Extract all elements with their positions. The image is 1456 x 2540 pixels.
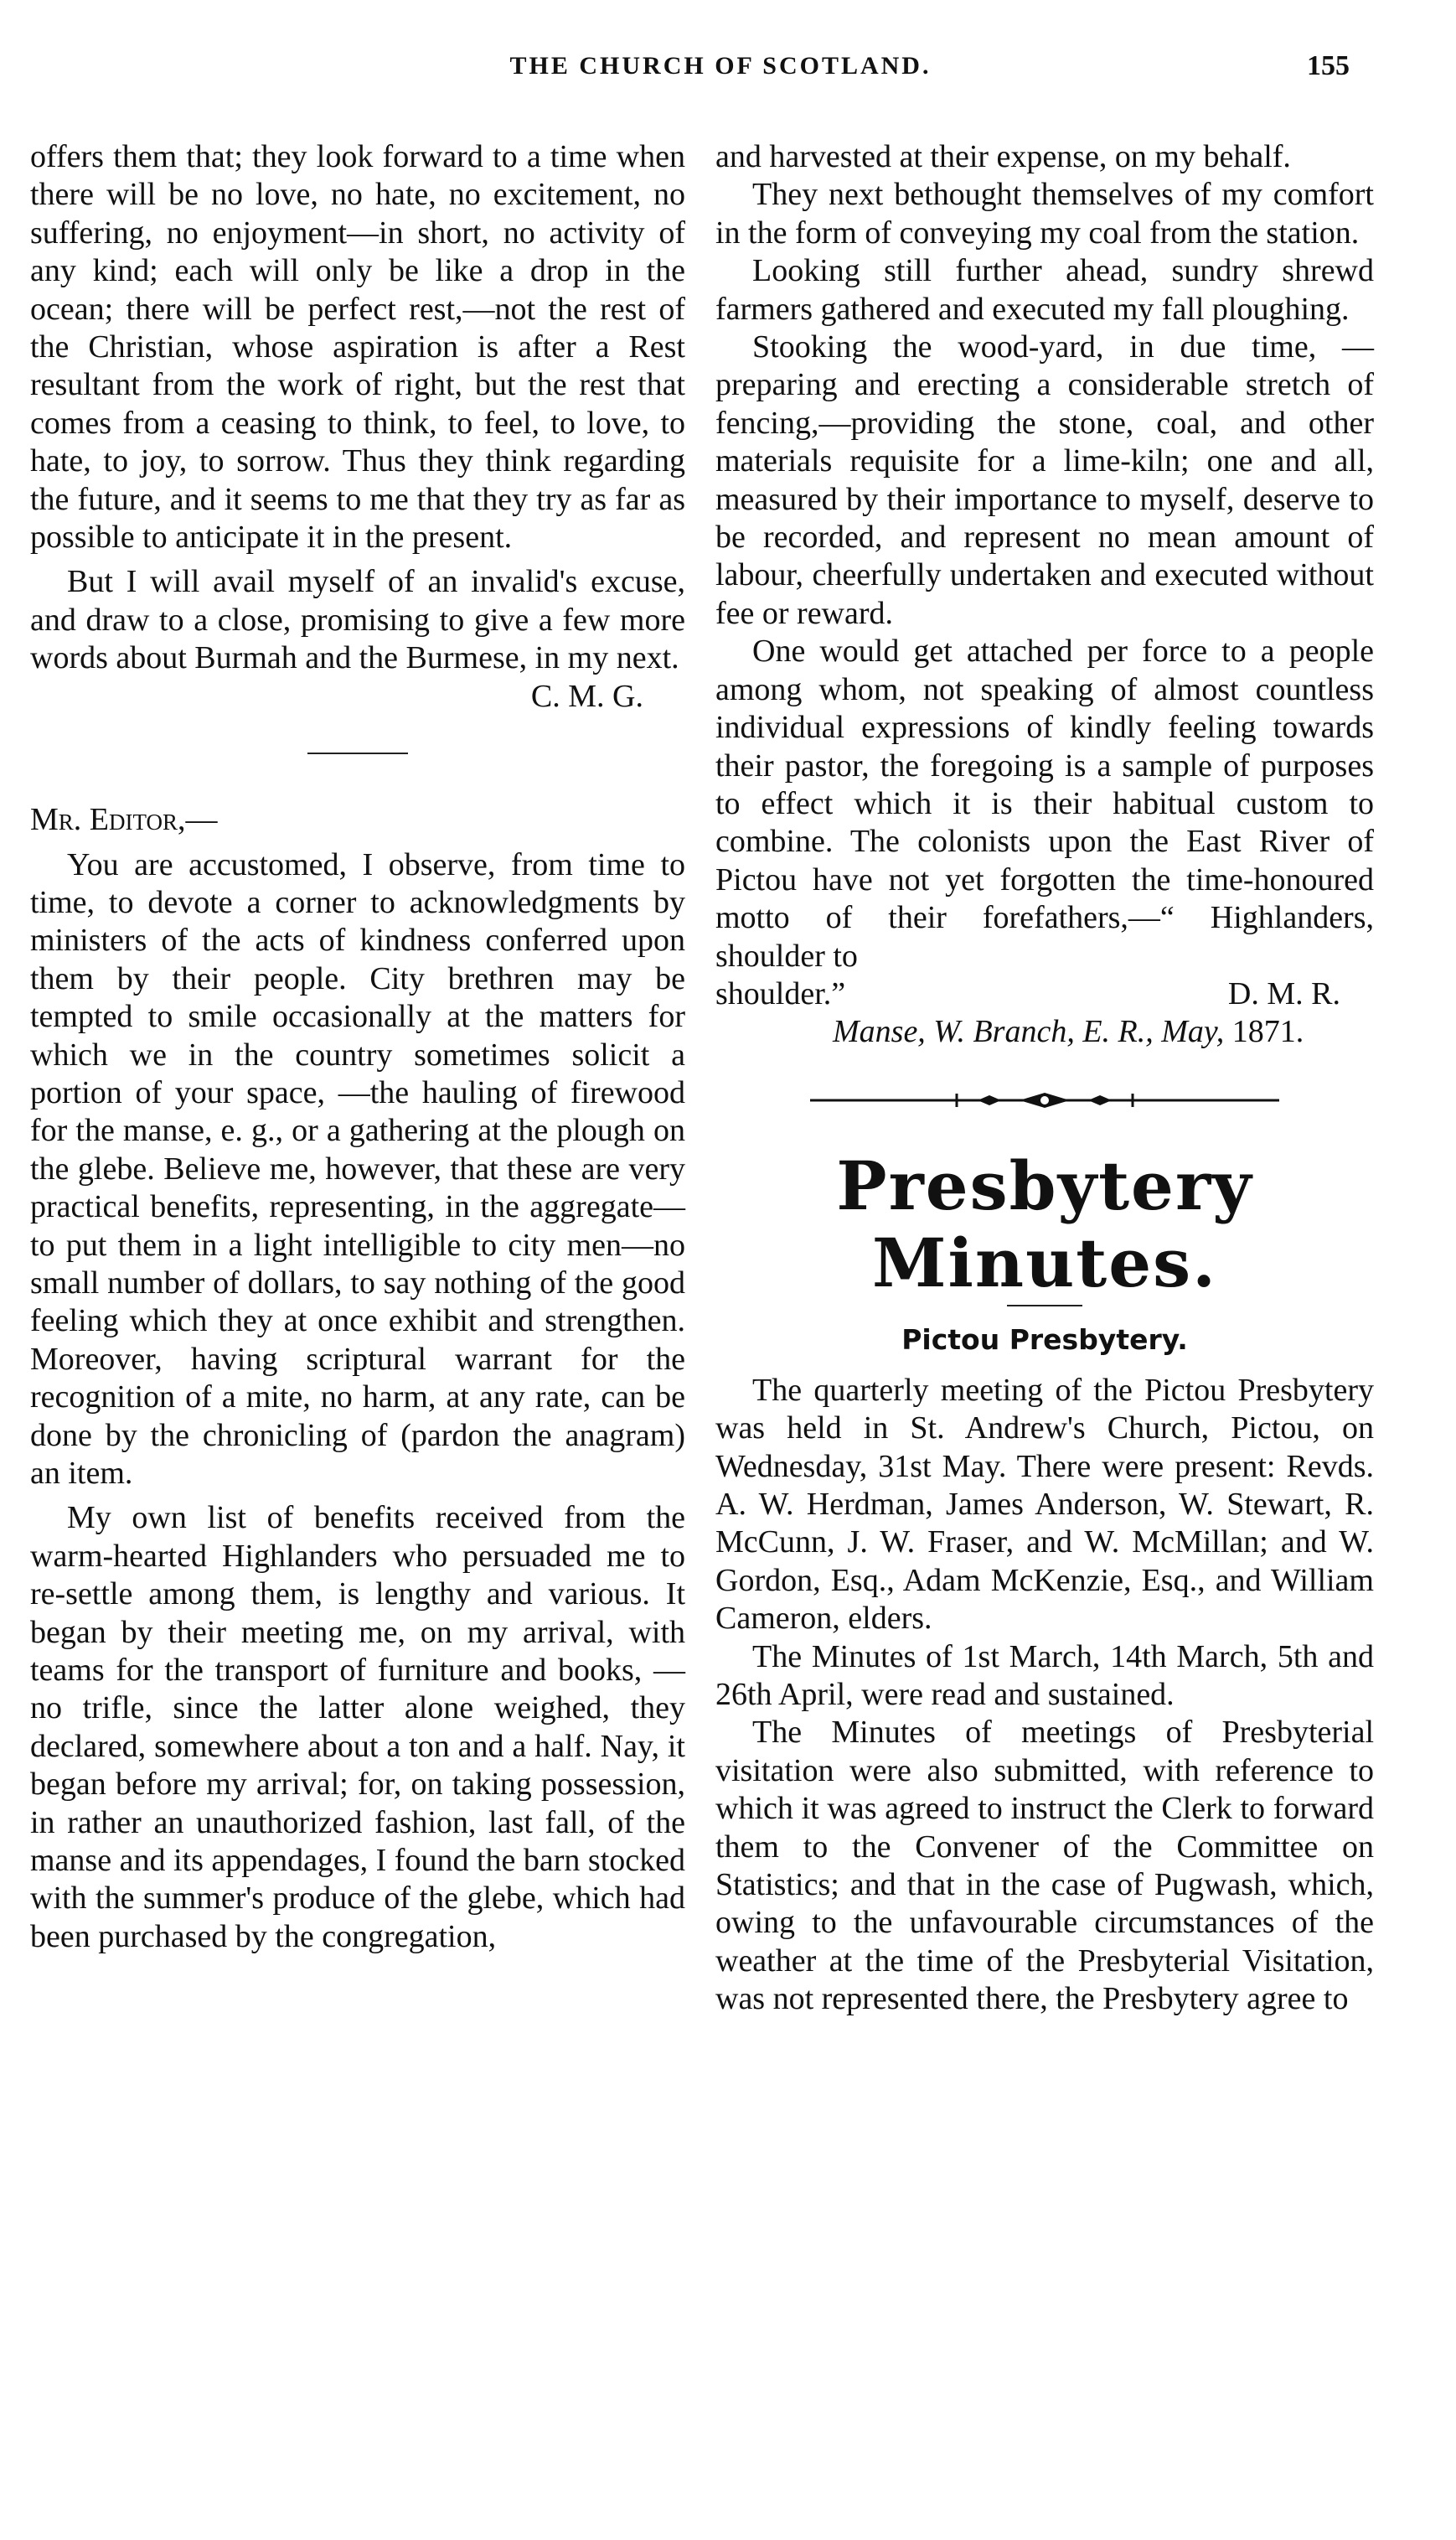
letter-paragraph: You are accustomed, I observe, from time to time, to devote a corner to acknowledgments by ministers of the acts of kindness conferred upon them by their people. City brethren may be tempted to smile occasionally at the matters for which we in the country sometimes solicit a portion of your space, —the hauling of firewood for the manse, e. g., or a gathering at the plough on the glebe. Believe me, however, that these are very practical benefits, representing, in the aggregate—to put them in a light intelligible to city men—no small number of dollars, to say nothing of the good feeling which they at once exhibit and strengthen. Moreover, having scriptural warrant for the recognition of a mite, no harm, at any rate, can be done by the chronicling of (pardon the anagram) an item. [30, 846, 685, 1491]
running-title: THE CHURCH OF SCOTLAND. [509, 52, 932, 80]
page-number: 155 [1307, 50, 1350, 81]
letter-paragraph: My own list of benefits received from the warm-hearted Highlanders who persuaded me to re-settle among them, is lengthy and various. It began by their meeting me, on my arrival, with teams for the transport of furniture and books, —no trifle, since the latter alone weighed, they declared, somewhere about a ton and a half. Nay, it began before my arrival; for, on taking possession, in rather an unauthorized fashion, last fall, of the manse and its appendages, I found the barn stocked with the summer's produce of the glebe, which had been purchased by the congregation, [30, 1500, 685, 1954]
letter-paragraph: One would get attached per force to a people among whom, not speaking of almost countless individual expressions of kindly feeling towards their pastor, the foregoing is a sample of purposes to effect which it is their habitual custom to combine. The colonists upon the East River of Pictou have not yet forgotten the time-honoured motto of their forefathers,—“ Highlanders, shoulder to [715, 634, 1374, 974]
section-divider [307, 753, 408, 754]
dateline [715, 1013, 1374, 1051]
section-title: Presbytery Minutes. [836, 1146, 1253, 1302]
title-rule [1007, 1305, 1082, 1306]
signature-cmg: C. M. G. [530, 678, 643, 714]
continued-paragraph: and harvested at their expense, on my behalf. [715, 139, 1291, 174]
subsection-title: Pictou Presbytery. [901, 1322, 1188, 1356]
letter-paragraph: Looking still further ahead, sundry shrewd farmers gathered and executed my fall ploughing. [715, 253, 1374, 327]
signature-line [715, 975, 1374, 1013]
letter-paragraph: Stooking the wood-yard, in due time, —preparing and erecting a considerable stretch of fencing,—providing the stone, coal, and other materials requisite for a lime-kiln; one and all, measured by their importance to myself, deserve to be recorded, and represent no mean amount of labour, cheerfully undertaken and executed without fee or reward. [715, 329, 1374, 631]
signature-dmr: D. M. R. [1227, 975, 1340, 1011]
right-column [715, 138, 1374, 2019]
letter-salutation: Mr. Editor,— [30, 802, 218, 838]
continued-paragraph: offers them that; they look forward to a time when there will be no love, no hate, no excitement, no suffering, no enjoyment—in short, no activity of any kind; each will only be like a drop in the ocean; there will be perfect rest,—not the rest of the Christian, whose aspiration is after a Rest resultant from the work of right, but the rest that comes from a ceasing to think, to feel, to love, to hate, to joy, to sorrow. Thus they think regarding the future, and it seems to me that they try as far as possible to anticipate it in the present. [30, 139, 685, 556]
closing-words: shoulder.” [715, 975, 846, 1011]
letter-paragraph: They next bethought themselves of my comfort in the form of conveying my coal from the station. [715, 177, 1374, 251]
minutes-paragraph: The Minutes of 1st March, 14th March, 5th and 26th April, were read and sustained. [715, 1638, 1374, 1712]
dateline-place: Manse, W. Branch, E. R., May, [833, 1014, 1225, 1050]
minutes-paragraph: The quarterly meeting of the Pictou Presbytery was held in St. Andrew's Church, Pictou, on Wednesday, 31st May. There were present: Revds. A. W. Herdman, James Anderson, W. Stewart, R. McCunn, J. W. Fraser, and W. McMillan; and W. Gordon, Esq., Adam McKenzie, Esq., and William Cameron, elders. [715, 1372, 1374, 1637]
ornamental-divider-icon [810, 1090, 1279, 1110]
closing-paragraph: But I will avail myself of an invalid's excuse, and draw to a close, promising to give a few more words about Burmah and the Burmese, in my next. [30, 564, 685, 676]
dateline-year: 1871. [1231, 1014, 1304, 1050]
running-head [0, 52, 1456, 94]
minutes-paragraph: The Minutes of meetings of Presbyterial visitation were also submitted, with reference to which it was agreed to instruct the Clerk to forward them to the Convener of the Committee on Statistics; and that in the case of Pugwash, which, owing to the unfavourable circumstances of the weather at the time of the Presbyterial Visitation, was not represented there, the Presbytery agree to [715, 1715, 1374, 2017]
left-column [30, 138, 685, 1956]
